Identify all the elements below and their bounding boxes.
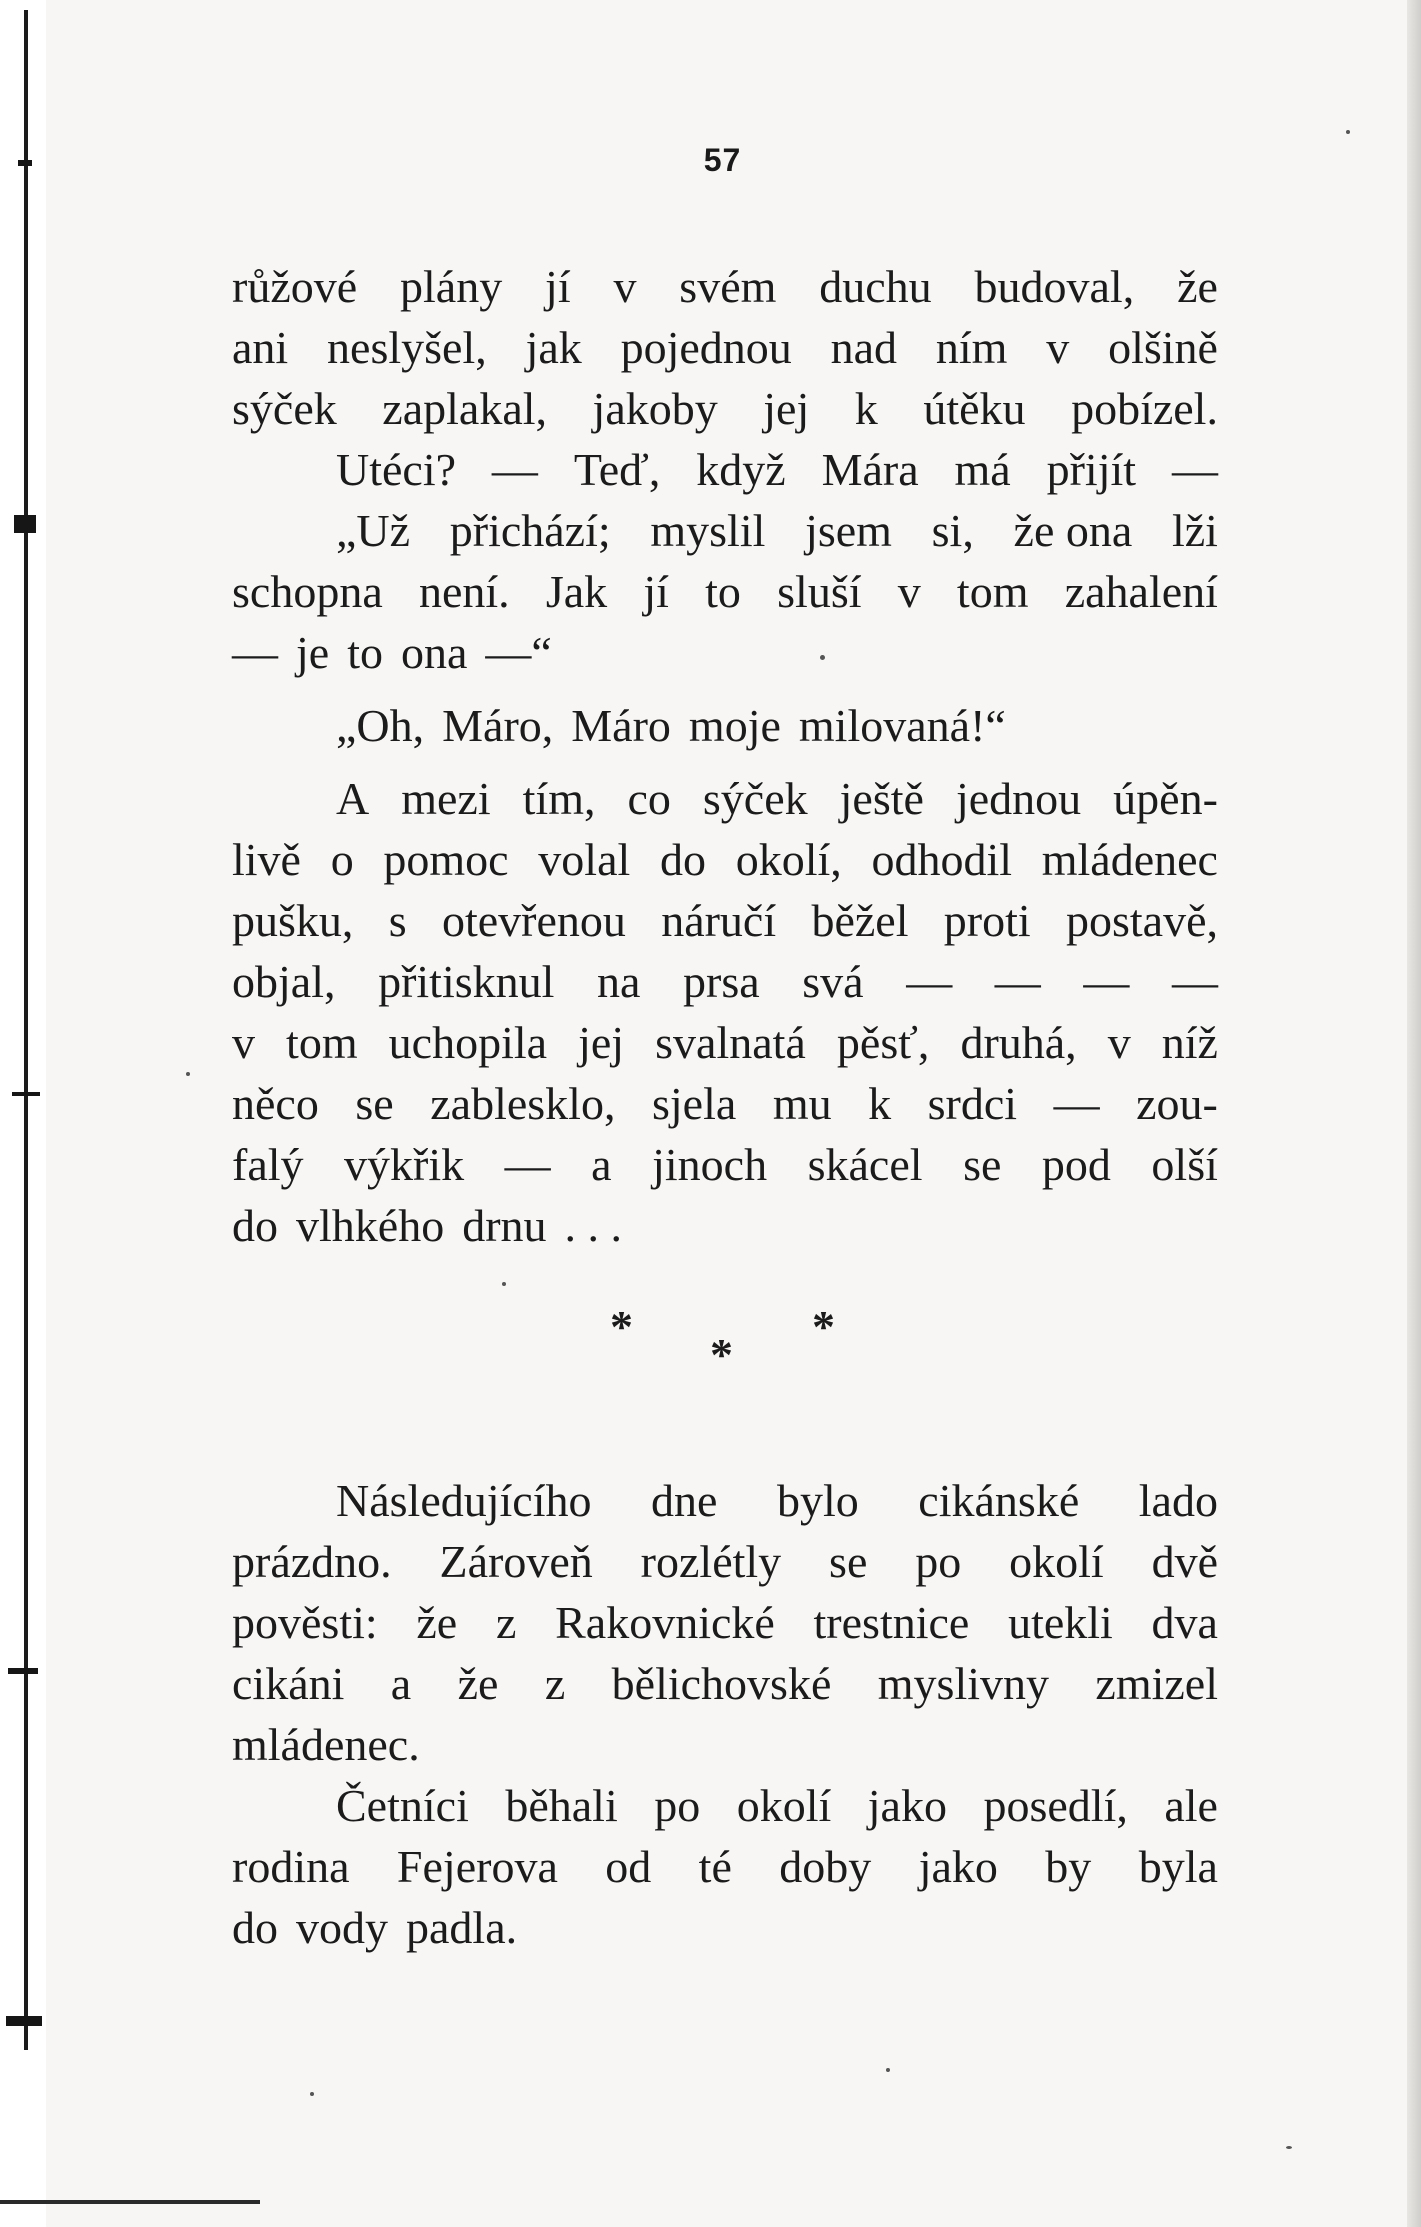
word: Fejerova: [396, 1841, 558, 1892]
word: falý: [232, 1139, 304, 1190]
section-break-asterisks: [600, 1300, 860, 1380]
text-line: [232, 1073, 1218, 1134]
paragraph-block-2: [232, 1470, 1218, 1958]
word: jakoby: [592, 383, 718, 434]
word: ním: [935, 322, 1008, 373]
word: —: [1171, 956, 1218, 1007]
text-line: [232, 1714, 1218, 1775]
word: rodina: [232, 1841, 350, 1892]
text-line: [232, 890, 1218, 951]
word: do: [232, 1902, 278, 1953]
text-line: [232, 1012, 1218, 1073]
word: do: [232, 1200, 278, 1251]
word: srdci: [927, 1078, 1018, 1129]
word: že: [1177, 261, 1218, 312]
word: pušku,: [232, 895, 354, 946]
word: plány: [400, 261, 503, 312]
text-line: [232, 829, 1218, 890]
word: po: [915, 1536, 962, 1587]
word: olšině: [1108, 322, 1218, 373]
word: —: [491, 444, 538, 495]
word: pomoc: [383, 834, 509, 885]
word: pěsť,: [836, 1017, 930, 1068]
text-line: [232, 768, 1218, 829]
word: na: [597, 956, 641, 1007]
word: uchopila: [388, 1017, 548, 1068]
word: tom: [286, 1017, 358, 1068]
word: —: [994, 956, 1041, 1007]
word: té: [698, 1841, 732, 1892]
page-right-edge: [1407, 0, 1421, 2227]
asterisk: *: [610, 1301, 633, 1352]
word: ona: [400, 627, 468, 678]
word: zou-: [1136, 1078, 1218, 1129]
asterisk: *: [812, 1301, 835, 1352]
word: vody: [296, 1902, 388, 1953]
text-line: [232, 695, 1218, 756]
text-line: [232, 1470, 1218, 1531]
word: o: [330, 834, 354, 885]
word: a: [390, 1658, 412, 1709]
binding-mark: [12, 1092, 40, 1096]
word: Mára: [821, 444, 919, 495]
text-line: [232, 1592, 1218, 1653]
word: odhodil: [871, 834, 1013, 885]
paragraph-block-1: [232, 256, 1218, 1256]
word: rozlétly: [640, 1536, 782, 1587]
word: to: [347, 627, 383, 678]
word: v: [1046, 322, 1070, 373]
word: v: [232, 1017, 255, 1068]
word: olší: [1151, 1139, 1218, 1190]
word: mládenec.: [232, 1719, 420, 1770]
word: Máro: [571, 700, 671, 751]
word: prsa: [683, 956, 760, 1007]
word: jí: [545, 261, 571, 312]
word: přijít: [1046, 444, 1137, 495]
word: jsem: [805, 505, 892, 556]
word: dvě: [1151, 1536, 1218, 1587]
word: budoval,: [974, 261, 1135, 312]
word: duchu: [819, 261, 932, 312]
word: „Oh,: [336, 700, 425, 751]
word: se: [355, 1078, 394, 1129]
word: utekli: [1008, 1597, 1113, 1648]
paper-speck: [310, 2092, 314, 2096]
word: Jak: [545, 566, 608, 617]
word: pod: [1041, 1139, 1111, 1190]
binding-mark: [14, 515, 36, 533]
word: nad: [830, 322, 898, 373]
word: svalnatá: [655, 1017, 806, 1068]
word: s: [388, 895, 407, 946]
word: trestnice: [813, 1597, 970, 1648]
word: . . .: [564, 1200, 623, 1251]
word: něco: [232, 1078, 319, 1129]
word: jako: [918, 1841, 998, 1892]
word: lži: [1171, 505, 1218, 556]
text-line: [232, 1195, 1218, 1256]
word: to: [705, 566, 741, 617]
word: mládenec: [1041, 834, 1218, 885]
word: Rakovnické: [555, 1597, 775, 1648]
binding-mark: [6, 2016, 42, 2026]
word: zablesklo,: [430, 1078, 616, 1129]
word: v: [897, 566, 921, 617]
word: otevřenou: [441, 895, 626, 946]
word: k: [854, 383, 878, 434]
word: mezi: [401, 773, 491, 824]
word: jinoch: [652, 1139, 768, 1190]
word: okolí: [1009, 1536, 1104, 1587]
word: vlhkého: [296, 1200, 445, 1251]
word: jak: [525, 322, 582, 373]
word: sluší: [777, 566, 862, 617]
word: —: [232, 627, 278, 678]
word: z: [544, 1658, 566, 1709]
word: —: [906, 956, 953, 1007]
text-line: [232, 561, 1218, 622]
text-line: [232, 1897, 1218, 1958]
word: po: [654, 1780, 701, 1831]
word: neslyšel,: [327, 322, 487, 373]
text-line: [232, 317, 1218, 378]
page-binding-margin: [0, 0, 46, 2227]
word: přitisknul: [378, 956, 555, 1007]
text-line: [232, 622, 1218, 683]
word: Teď,: [573, 444, 661, 495]
word: jej: [763, 383, 810, 434]
word: milovaná!“: [798, 700, 1006, 751]
word: doby: [779, 1841, 872, 1892]
word: růžové: [232, 261, 358, 312]
word: a: [591, 1139, 612, 1190]
word: útěku: [923, 383, 1026, 434]
word: Utéci?: [336, 444, 457, 495]
page-number: 57: [703, 142, 742, 178]
word: byla: [1138, 1841, 1218, 1892]
word: prázdno.: [232, 1536, 392, 1587]
word: bylo: [776, 1475, 859, 1526]
word: tím,: [522, 773, 596, 824]
word: objal,: [232, 956, 336, 1007]
word: když: [696, 444, 786, 495]
word: zahalení: [1064, 566, 1218, 617]
text-line: [232, 951, 1218, 1012]
word: sjela: [651, 1078, 737, 1129]
word: —“: [485, 627, 552, 678]
word: úpěn-: [1113, 773, 1218, 824]
word: „Už: [336, 505, 411, 556]
word: není.: [418, 566, 510, 617]
binding-mark: [0, 2200, 260, 2204]
binding-mark: [8, 1668, 38, 1674]
text-line: [232, 378, 1218, 439]
word: zaplakal,: [382, 383, 548, 434]
word: pojednou: [620, 322, 792, 373]
paper-speck: [186, 1072, 190, 1076]
word: ještě: [839, 773, 924, 824]
word: běhali: [505, 1780, 618, 1831]
word: myslil: [650, 505, 766, 556]
word: v: [613, 261, 637, 312]
asterisk: *: [710, 1329, 733, 1380]
word: přichází;: [449, 505, 611, 556]
word: myslivny: [877, 1658, 1050, 1709]
word: náručí: [661, 895, 777, 946]
word: okolí,: [735, 834, 842, 885]
word: zmizel: [1095, 1658, 1218, 1709]
word: od: [605, 1841, 652, 1892]
word: skácel: [807, 1139, 923, 1190]
word: postavě,: [1065, 895, 1218, 946]
word: moje: [688, 700, 781, 751]
word: ale: [1164, 1780, 1218, 1831]
word: drnu: [462, 1200, 547, 1251]
word: k: [868, 1078, 892, 1129]
text-line: [232, 256, 1218, 317]
word: svém: [679, 261, 777, 312]
paper-speck: [820, 655, 825, 660]
word: by: [1045, 1841, 1092, 1892]
word: jako: [867, 1780, 947, 1831]
word: schopna: [232, 566, 383, 617]
word: tom: [956, 566, 1029, 617]
word: padla.: [406, 1902, 518, 1953]
word: co: [627, 773, 671, 824]
word: si,: [931, 505, 974, 556]
text-line: [232, 1775, 1218, 1836]
word: se: [829, 1536, 868, 1587]
binding-edge-line: [24, 10, 28, 2050]
word: proti: [943, 895, 1031, 946]
word: níž: [1161, 1017, 1218, 1068]
text-line: [232, 1531, 1218, 1592]
word: je: [296, 627, 330, 678]
word: dva: [1151, 1597, 1218, 1648]
word: Četníci: [336, 1780, 469, 1831]
word: jí: [643, 566, 669, 617]
text-line: [232, 1653, 1218, 1714]
word: —: [1053, 1078, 1100, 1129]
paper-speck: [502, 1282, 506, 1286]
paper-speck: [886, 2068, 890, 2072]
paragraph-gap: [232, 756, 1218, 768]
word: ani: [232, 322, 289, 373]
word: —: [1083, 956, 1130, 1007]
paragraph-gap: [232, 683, 1218, 695]
word: Následujícího: [336, 1475, 592, 1526]
word: dne: [651, 1475, 718, 1526]
word: —: [504, 1139, 551, 1190]
word: svá: [802, 956, 864, 1007]
word: bělichovské: [611, 1658, 832, 1709]
word: v: [1107, 1017, 1131, 1068]
word: sýček: [232, 383, 337, 434]
text-line: [232, 1134, 1218, 1195]
word: livě: [232, 834, 301, 885]
word: okolí: [736, 1780, 832, 1831]
word: Máro,: [442, 700, 554, 751]
word: běžel: [811, 895, 909, 946]
word: pobízel.: [1071, 383, 1218, 434]
word: mu: [772, 1078, 832, 1129]
word: má: [954, 444, 1011, 495]
text-line: [232, 500, 1218, 561]
word: A: [336, 773, 370, 824]
word: se: [963, 1139, 1002, 1190]
word: volal: [538, 834, 631, 885]
word: že ona: [1013, 505, 1133, 556]
text-line: [232, 1836, 1218, 1897]
word: druhá,: [960, 1017, 1077, 1068]
word: posedlí,: [983, 1780, 1128, 1831]
word: lado: [1138, 1475, 1218, 1526]
word: pověsti:: [232, 1597, 378, 1648]
word: Zároveň: [439, 1536, 593, 1587]
word: z: [495, 1597, 517, 1648]
word: sýček: [702, 773, 808, 824]
word: cikánské: [918, 1475, 1080, 1526]
word: že: [457, 1658, 499, 1709]
word: výkřik: [344, 1139, 465, 1190]
word: —: [1171, 444, 1218, 495]
word: cikáni: [232, 1658, 345, 1709]
word: jednou: [955, 773, 1082, 824]
text-line: [232, 439, 1218, 500]
word: do: [659, 834, 706, 885]
word: jej: [578, 1017, 625, 1068]
paper-speck: [1286, 2146, 1292, 2149]
paper-speck: [1346, 130, 1350, 134]
word: že: [416, 1597, 458, 1648]
